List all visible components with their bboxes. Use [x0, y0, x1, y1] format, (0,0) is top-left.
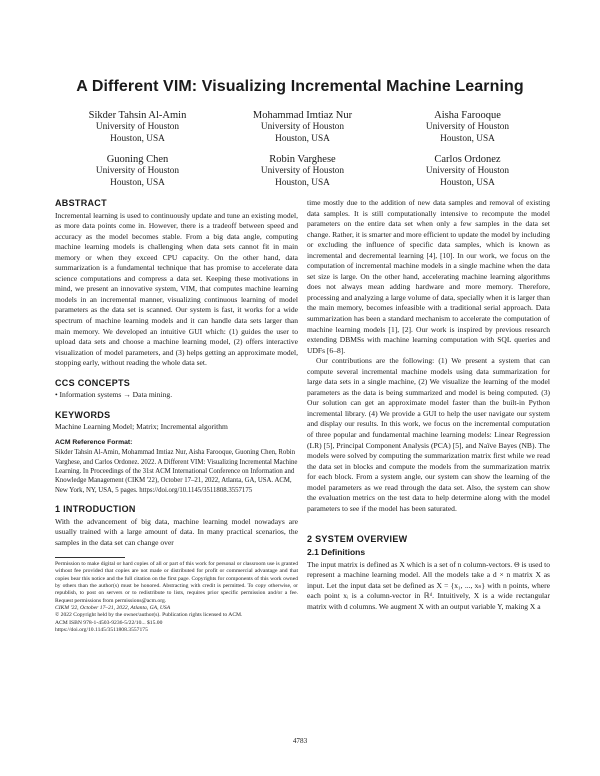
author-affiliation: University of Houston [95, 122, 180, 132]
author-location: Houston, USA [440, 177, 495, 188]
author-affiliation: University of Houston [425, 166, 510, 176]
left-column [55, 198, 298, 634]
isbn-text: ACM ISBN 978-1-4503-9236-5/22/10... $15.00 [55, 619, 163, 626]
right-column [307, 198, 550, 612]
author-location: Houston, USA [110, 133, 165, 144]
ccs-heading: CCS CONCEPTS [55, 377, 131, 388]
author-5 [220, 153, 385, 189]
author-2 [220, 109, 385, 145]
author-affiliation: University of Houston [260, 166, 345, 176]
author-name: Carlos Ordonez [434, 154, 501, 165]
keywords-text: Machine Learning Model; Matrix; Incremental algorithm [55, 422, 228, 432]
author-name: Aisha Farooque [434, 110, 501, 121]
intro-text: With the advancement of big data, machine learning model nowadays are usually trained with a large amount of data. In many practical scenarios, the samples in the data set can change over [55, 516, 298, 547]
author-location: Houston, USA [110, 177, 165, 188]
author-name: Sikder Tahsin Al-Amin [88, 110, 187, 121]
doi-link[interactable]: https://doi.org/10.1145/3511808.3557175 [55, 626, 148, 633]
copyright-text: © 2022 Copyright held by the owner/author(s). Publication rights licensed to ACM. [55, 612, 243, 619]
ccs-text: • Information systems → Data mining. [55, 390, 173, 400]
intro-heading: 1 INTRODUCTION [55, 503, 136, 514]
author-4 [55, 153, 220, 189]
author-affiliation: University of Houston [260, 122, 345, 132]
author-name: Robin Varghese [269, 154, 336, 165]
permission-text: Permission to make digital or hard copies of all or part of this work for personal or classroom use is granted without fee provided that copies are not made or distributed for profit or commercial advantage and that copies bear this notice and the full citation on the first page. Copyrights for components of this work owned by others than the author(s) must be honored. Abstracting with credit is permitted. To copy otherwise, or republish, to post on servers or to redistribute to lists, requires prior specific permission and/or a fee. Request permissions from permissions@acm.org. [55, 561, 298, 604]
author-name: Mohammad Imtiaz Nur [252, 110, 353, 121]
body-paragraph-2: Our contributions are the following: (1) We present a system that can compute several incremental machine models using data summarization for large data sets in a single machine, (2) We visualize the learning of the model parameters as the data is being summarized and model is being computed. (3) Our solution can get an approximate model faster than the built-in Python incremental library. (4) We provide a GUI to help the user navigate our system and display our results. In this work, we focus on the incremental computation of three popular and fundamental machine learning models: Linear Regression (LR) [5], Principal Component Analysis (PCA) [5], and Naïve Bayes (NB). The models were solved by computing the summarization matrix first while we read the data set in blocks and compute the models from the summarization matrix for each block. From a system angle, our system can show the learning of the model parameters as we read through the data set. Also, the system can show the evaluation metrics on the test data to help determine along with the model parameters to see if the model has been saturated. [307, 356, 550, 513]
author-name: Guoning Chen [106, 154, 169, 165]
abstract-heading: ABSTRACT [55, 198, 107, 208]
author-location: Houston, USA [275, 177, 330, 188]
author-affiliation: University of Houston [95, 166, 180, 176]
reference-text: Sikder Tahsin Al-Amin, Mohammad Imtiaz Nur, Aisha Farooque, Guoning Chen, Robin Varghese, and Carlos Ordonez. 2022. A Different VIM: Visualizing Incremental Machine Learning. In Proceedings of the 31st ACM International Conference on Information and Knowledge Management (CIKM '22), October 17–21, 2022, Atlanta, GA, USA. ACM, New York, NY, USA, 5 pages. https://doi.org/10.1145/3511808.3557175 [55, 449, 298, 494]
author-location: Houston, USA [440, 133, 495, 144]
body-paragraph-1: time mostly due to the addition of new data samples and removal of existing data samples. It is still computationally intensive to recompute the model parameters on the entire data set when only a few samples in the data set change. Rather, it is smarter and more efficient to update the model by including or excluding the influence of specific data samples, which is known as incremental and decremental learning [4], [10]. In our work, we focus on the computation of incremental machine models in a single machine when the data set size is large. On the other hand, accelerating machine learning algorithms does not always mean adding hardware and more memory. Therefore, processing and analyzing a large volume of data, specially when it is larger than the main memory, becomes infeasible with a traditional serial approach. Data summarization has been a standard mechanism to accelerate the computation of machine learning models [1], [2]. Our work is inspired by previous research extending DBMSs with machine learning computation with SQL queries and UDFs [6–8]. [307, 198, 550, 355]
section21-heading: 2.1 Definitions [307, 546, 366, 557]
body-paragraph-3: The input matrix is defined as X which is a set of n column-vectors. Θ is used to represent a machine learning model. All the models take a d × n matrix X as input. Let the input data set be defined as X = {x₁, ..., xₙ} with n points, where each point xᵢ is a column-vector in ℝᵈ. Intuitively, X is a wide rectangular matrix with d columns. We augment X with an output variable Y, making X a [307, 559, 550, 611]
page-number: 4783 [292, 737, 308, 745]
venue-text: CIKM '22, October 17–21, 2022, Atlanta, GA, USA [55, 604, 171, 611]
footnote-rule [55, 557, 125, 558]
abstract-text: Incremental learning is used to continuously update and tune an existing model, as more data points come in. However, there is a tradeoff between speed and accuracy as the model becomes stable. From a big data angle, computing machine learning models is challenging when data sets cannot fit in main memory or when they exceed CPU capacity. On the other hand, data summarization is a fundamental technique that has promise to accelerate data science computations and compress a data set. Keeping these motivations in mind, we present an innovative system, VIM, that computes machine learning models in an incremental manner, visualizing continuous learning of model parameters as the data set is scanned. Our system is fast, it works for a wide spectrum of machine learning models and it can handle data sets larger than main memory. We developed an intuitive GUI which: (1) guides the user to upload data sets and choose a machine learning model, (2) offers interactive visualization of model parameters, and (3) helps getting an approximate model, stopping early, without reading the whole data set. [55, 210, 298, 368]
reference-heading: ACM Reference Format: [55, 438, 133, 446]
author-affiliation: University of Houston [425, 122, 510, 132]
paper-title: A Different VIM: Visualizing Incremental Machine Learning [76, 78, 524, 95]
keywords-heading: KEYWORDS [55, 409, 111, 420]
author-1 [55, 109, 220, 145]
author-6 [385, 153, 550, 189]
author-3 [385, 109, 550, 145]
section2-heading: 2 SYSTEM OVERVIEW [307, 534, 408, 545]
author-location: Houston, USA [275, 133, 330, 144]
